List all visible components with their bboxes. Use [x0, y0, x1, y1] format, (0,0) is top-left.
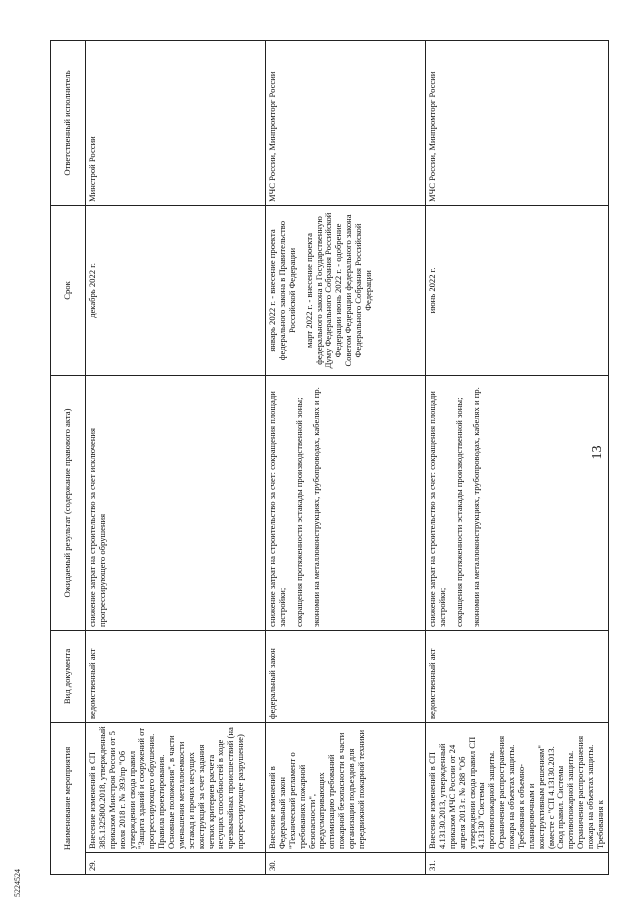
- table-row: [86, 40, 266, 874]
- header-deadline: Срок: [51, 205, 86, 375]
- result-item: сокращения протяженности эстакады производственной зоны;: [453, 397, 464, 627]
- row-result: [266, 375, 426, 630]
- row-responsible: Минстрой России: [86, 40, 266, 205]
- page-number: 13: [590, 445, 605, 460]
- result-item: экономии на металлоконструкциях, трубопроводах, кабелях и пр.: [310, 387, 321, 627]
- result-item: сокращения протяженности эстакады производственной зоны;: [293, 397, 304, 627]
- document-code: 5224524: [13, 869, 22, 897]
- row-result: [86, 375, 266, 630]
- deadline-item: декабрь 2022 г.: [87, 263, 97, 318]
- row-doc-type: ведомственный акт: [86, 630, 266, 722]
- result-item: снижение затрат на строительство за счет исключения прогрессирующего обрушения: [87, 428, 107, 627]
- row-doc-type: ведомственный акт: [426, 630, 609, 722]
- row-doc-type: федеральный закон: [266, 630, 426, 722]
- row-measure-name: Внесение изменений в СП 385.1325800.2018, утвержденный приказом Минстроя России от 5 июля 2018 г. № 393/пр "Об утверждении свода правил "Защита зданий и сооружений от прогрессирующего обрушения. Правила проектирования. Основные положения", в части уменьшения металлоемкости эстакад и прочих несущих конструкций за счет задания четких критериев расчета несущих способностей в ходе чрезвычайных происшествий (на прогрессирующее разрушение): [86, 722, 266, 852]
- table-row: [426, 40, 609, 874]
- header-name: Наименование мероприятия: [51, 722, 86, 874]
- row-result: [426, 375, 609, 630]
- row-number: 31.: [426, 853, 609, 875]
- row-deadline: [266, 205, 426, 375]
- row-responsible: МЧС России, Минпромторг России: [266, 40, 426, 205]
- result-item: экономии на металлоконструкциях, трубопроводах, кабелях и пр.: [470, 387, 481, 627]
- result-item: снижение затрат на строительство за счет: сокращения площади застройки;: [427, 391, 447, 627]
- row-number: 30.: [266, 853, 426, 875]
- header-result: Ожидаемый результат (содержание правового акта): [51, 375, 86, 630]
- row-measure-name: Внесение изменений в СП 4.13130.2013, утвержденный приказом МЧС России от 24 апреля 2013 г. № 288 "Об утверждении свода правил СП 4.13130 "Системы противопожарной защиты. Ограничение распространения пожара на объектах защиты. Требования к объемно-планировочным и конструктивным решениям" (вместе с "СП 4.13130.2013. Свод правил. Системы противопожарной защиты. Ограничение распространения пожара на объектах защиты. Требования к: [426, 722, 609, 852]
- deadline-item: июнь 2022 г.: [427, 267, 437, 314]
- result-item: снижение затрат на строительство за счет: сокращения площади застройки;: [267, 391, 287, 627]
- deadline-item: март 2022 г. - внесение проекта федерального закона в Государственную Думу Федерального Собрания Российской Федерации июнь 2022 г. - одобрение Советом Федерации федерального закона Федерального Собрания Российской Федерации: [303, 212, 373, 369]
- header-doc-type: Вид документа: [51, 630, 86, 722]
- row-measure-name: Внесение изменений в Федеральный закон "Технический регламент о требованиях пожарной безопасности", предусматривающих оптимизацию требований пожарной безопасности в части организации подъездов для передвижной пожарной техники: [266, 722, 426, 852]
- row-deadline: [86, 205, 266, 375]
- table-row: [266, 40, 426, 874]
- measures-table: [50, 40, 609, 875]
- row-responsible: МЧС России, Минпромторг России: [426, 40, 609, 205]
- deadline-item: январь 2022 г. - внесение проекта федерального закона в Правительство Российской Федерации: [267, 220, 297, 361]
- row-deadline: [426, 205, 609, 375]
- row-number: 29.: [86, 853, 266, 875]
- header-responsible: Ответственный исполнитель: [51, 40, 86, 205]
- table-header-row: [51, 40, 86, 874]
